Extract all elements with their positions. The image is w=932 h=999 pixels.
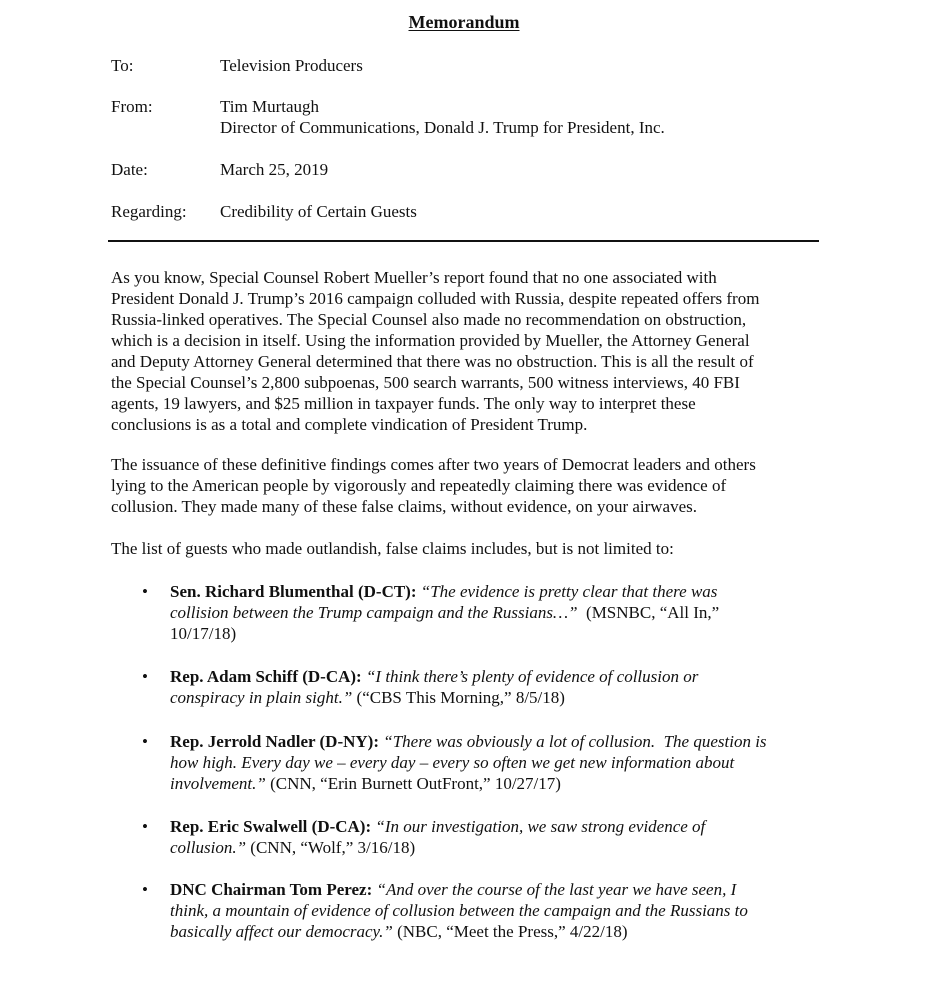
paragraph-line: lying to the American people by vigorously and repeatedly claiming there was evidence of — [111, 476, 727, 495]
regarding-label: Regarding: — [111, 202, 187, 221]
guest-quote: involvement.” — [170, 774, 266, 793]
paragraph-list-intro — [111, 538, 821, 559]
paragraph-line: the Special Counsel’s 2,800 subpoenas, 500 search warrants, 500 witness interviews, 40 FBI — [111, 373, 740, 392]
bullet-icon: • — [142, 817, 148, 836]
regarding-value: Credibility of Certain Guests — [220, 202, 417, 221]
guest-quote: “And over the course of the last year we have seen, I — [376, 880, 737, 899]
guest-source: (MSNBC, “All In,” — [577, 603, 720, 622]
paragraph-line: President Donald J. Trump’s 2016 campaign colluded with Russia, despite repeated offers from — [111, 289, 760, 308]
guest-quote: collusion.” — [170, 838, 247, 857]
memo-title: Memorandum — [408, 12, 520, 32]
paragraph-findings — [111, 267, 821, 435]
guest-quote: “I think there’s plenty of evidence of collusion or — [365, 667, 699, 686]
to-value: Television Producers — [220, 56, 363, 75]
guest-quote: conspiracy in plain sight.” — [170, 688, 353, 707]
guest-source: (CNN, “Wolf,” 3/16/18) — [246, 838, 416, 857]
paragraph-line: and Deputy Attorney General determined that there was no obstruction. This is all the result of — [111, 352, 754, 371]
guest-quote: “There was obviously a lot of collusion. The question is — [383, 732, 767, 751]
paragraph-line: The issuance of these definitive findings comes after two years of Democrat leaders and others — [111, 455, 756, 474]
guest-quote: think, a mountain of evidence of collusion between the campaign and the Russians to — [170, 901, 748, 920]
date-value: March 25, 2019 — [220, 160, 329, 179]
guest-quote: “In our investigation, we saw strong evidence of — [375, 817, 706, 836]
paragraph-line: As you know, Special Counsel Robert Mueller’s report found that no one associated with — [111, 268, 717, 287]
paragraph-line: Russia-linked operatives. The Special Counsel also made no recommendation on obstruction, — [111, 310, 747, 329]
guest-quote: basically affect our democracy.” — [170, 922, 393, 941]
guest-speaker: Rep. Jerrold Nadler (D-NY): — [170, 732, 379, 751]
guest-source: (CNN, “Erin Burnett OutFront,” 10/27/17) — [265, 774, 561, 793]
paragraph-line: The list of guests who made outlandish, false claims includes, but is not limited to: — [111, 539, 674, 558]
guest-speaker: DNC Chairman Tom Perez: — [170, 880, 373, 899]
from-name: Tim Murtaugh — [220, 97, 320, 116]
guest-speaker: Rep. Adam Schiff (D-CA): — [170, 667, 362, 686]
from-label: From: — [111, 97, 153, 116]
guest-quote: “The evidence is pretty clear that there was — [420, 582, 718, 601]
guest-source: (NBC, “Meet the Press,” 4/22/18) — [392, 922, 628, 941]
bullet-icon: • — [142, 880, 148, 899]
guest-speaker: Rep. Eric Swalwell (D-CA): — [170, 817, 372, 836]
date-label: Date: — [111, 160, 148, 179]
paragraph-line: which is a decision in itself. Using the information provided by Mueller, the Attorney General — [111, 331, 750, 350]
from-value — [220, 96, 665, 138]
from-title: Director of Communications, Donald J. Trump for President, Inc. — [220, 118, 665, 137]
paragraph-line: conclusions is as a total and complete vindication of President Trump. — [111, 415, 588, 434]
paragraph-line: collusion. They made many of these false claims, without evidence, on your airwaves. — [111, 497, 698, 516]
bullet-icon: • — [142, 667, 148, 686]
header-divider — [108, 240, 819, 242]
guest-source: (“CBS This Morning,” 8/5/18) — [352, 688, 565, 707]
paragraph-context — [111, 454, 821, 517]
paragraph-line: agents, 19 lawyers, and $25 million in taxpayer funds. The only way to interpret these — [111, 394, 696, 413]
guest-quote: collision between the Trump campaign and the Russians…” — [170, 603, 578, 622]
guest-quote: how high. Every day we – every day – every so often we get new information about — [170, 753, 735, 772]
bullet-icon: • — [142, 732, 148, 751]
to-label: To: — [111, 56, 134, 75]
guest-source: 10/17/18) — [170, 624, 237, 643]
bullet-icon: • — [142, 582, 148, 601]
guest-speaker: Sen. Richard Blumenthal (D-CT): — [170, 582, 417, 601]
